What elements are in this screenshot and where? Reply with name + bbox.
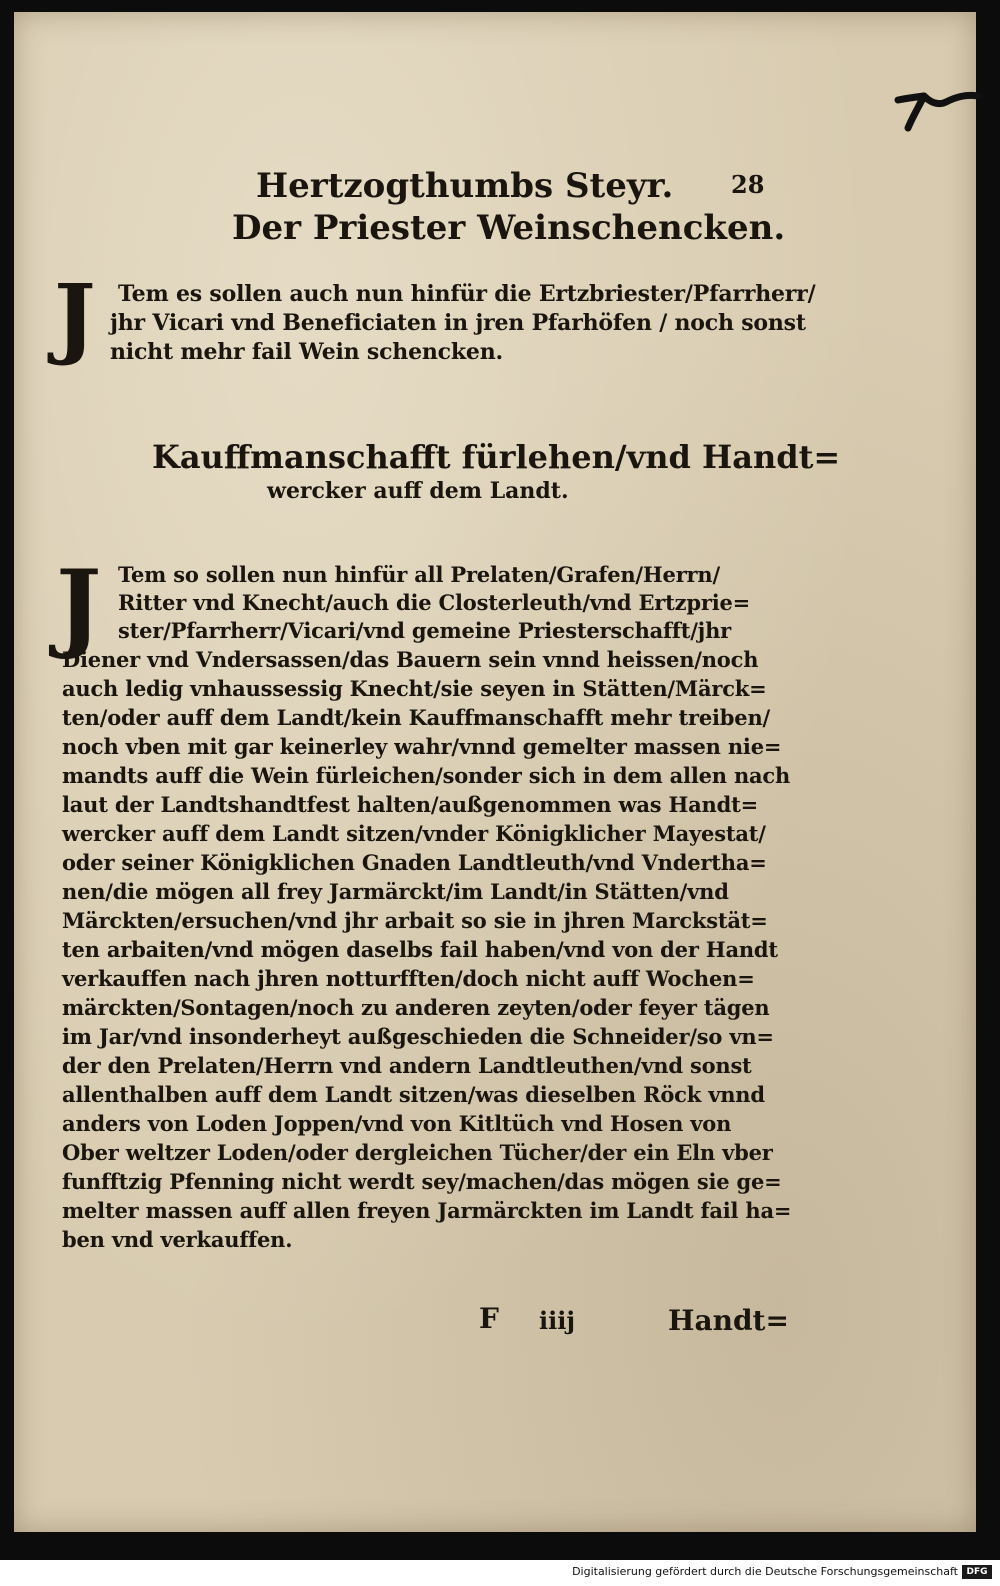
text-line: auch ledig vnhaussessig Knecht/sie seyen in Stätten/Märck= xyxy=(62,676,767,701)
footer-bar xyxy=(0,1562,1000,1586)
text-line: ten/oder auff dem Landt/kein Kauffmanschafft mehr treiben/ xyxy=(62,705,770,730)
text-line: ben vnd verkauffen. xyxy=(62,1227,293,1252)
text-line: Diener vnd Vndersassen/das Bauern sein vnnd heissen/noch xyxy=(62,647,759,672)
drop-initial: J xyxy=(56,549,102,662)
text-line: Ritter vnd Knecht/auch die Closterleuth/vnd Ertzprie= xyxy=(118,590,751,615)
funding-credit: Digitalisierung gefördert durch die Deutsche Forschungsgemeinschaft xyxy=(572,1565,958,1578)
text-line: nen/die mögen all frey Jarmärckt/im Landt/in Stätten/vnd xyxy=(62,879,729,904)
page-number: 28 xyxy=(731,170,765,199)
text-line: allenthalben auff dem Landt sitzen/was dieselben Röck vnnd xyxy=(62,1082,765,1107)
text-line: wercker auff dem Landt sitzen/vnder Königklicher Mayestat/ xyxy=(62,821,766,846)
text-line: Tem es sollen auch nun hinfür die Ertzbriester/Pfarrherr/ xyxy=(118,281,816,307)
text-line: im Jar/vnd insonderheyt außgeschieden die Schneider/so vn= xyxy=(62,1024,774,1049)
handwritten-folio-mark xyxy=(894,80,984,140)
text-line: mandts auff die Wein fürleichen/sonder sich in dem allen nach xyxy=(62,763,791,788)
catchword: Handt= xyxy=(668,1304,789,1337)
text-line: Tem so sollen nun hinfür all Prelaten/Grafen/Herrn/ xyxy=(118,562,720,587)
text-line: laut der Landtshandtfest halten/außgenommen was Handt= xyxy=(62,792,758,817)
text-line: melter massen auff allen freyen Jarmärckten im Landt fail ha= xyxy=(62,1198,792,1223)
text-line: noch vben mit gar keinerley wahr/vnnd gemelter massen nie= xyxy=(62,734,782,759)
text-line: verkauffen nach jhren notturfften/doch nicht auff Wochen= xyxy=(62,966,755,991)
text-line: Märckten/ersuchen/vnd jhr arbait so sie in jhren Marckstät= xyxy=(62,908,768,933)
section-heading-kauffmanschafft: Kauffmanschafft fürlehen/vnd Handt= xyxy=(152,438,841,476)
signature-mark: F xyxy=(479,1302,499,1335)
text-line: der den Prelaten/Herrn vnd andern Landtleuthen/vnd sonst xyxy=(62,1053,752,1078)
text-line: oder seiner Königklichen Gnaden Landtleuth/vnd Vndertha= xyxy=(62,850,767,875)
dfg-logo-icon: DFG xyxy=(962,1565,992,1579)
text-line: Ober weltzer Loden/oder dergleichen Tücher/der ein Eln vber xyxy=(62,1140,773,1165)
text-line: nicht mehr fail Wein schencken. xyxy=(110,339,503,365)
text-line: ster/Pfarrherr/Vicari/vnd gemeine Priesterschafft/jhr xyxy=(118,618,732,643)
text-line: funfftzig Pfenning nicht werdt sey/machen/das mögen sie ge= xyxy=(62,1169,782,1194)
text-line: jhr Vicari vnd Beneficiaten in jren Pfarhöfen / noch sonst xyxy=(110,310,806,336)
section-heading-kauffmanschafft-line2: wercker auff dem Landt. xyxy=(267,478,569,504)
text-line: märckten/Sontagen/noch zu anderen zeyten/oder feyer tägen xyxy=(62,995,770,1020)
signature-number: iiij xyxy=(539,1306,576,1335)
drop-initial: J xyxy=(54,264,96,368)
running-head: Hertzogthumbs Steyr. xyxy=(256,166,674,206)
section-heading-priester: Der Priester Weinschencken. xyxy=(232,208,786,248)
text-line: anders von Loden Joppen/vnd von Kitltüch vnd Hosen von xyxy=(62,1111,732,1136)
text-line: ten arbaiten/vnd mögen daselbs fail haben/vnd von der Handt xyxy=(62,937,778,962)
